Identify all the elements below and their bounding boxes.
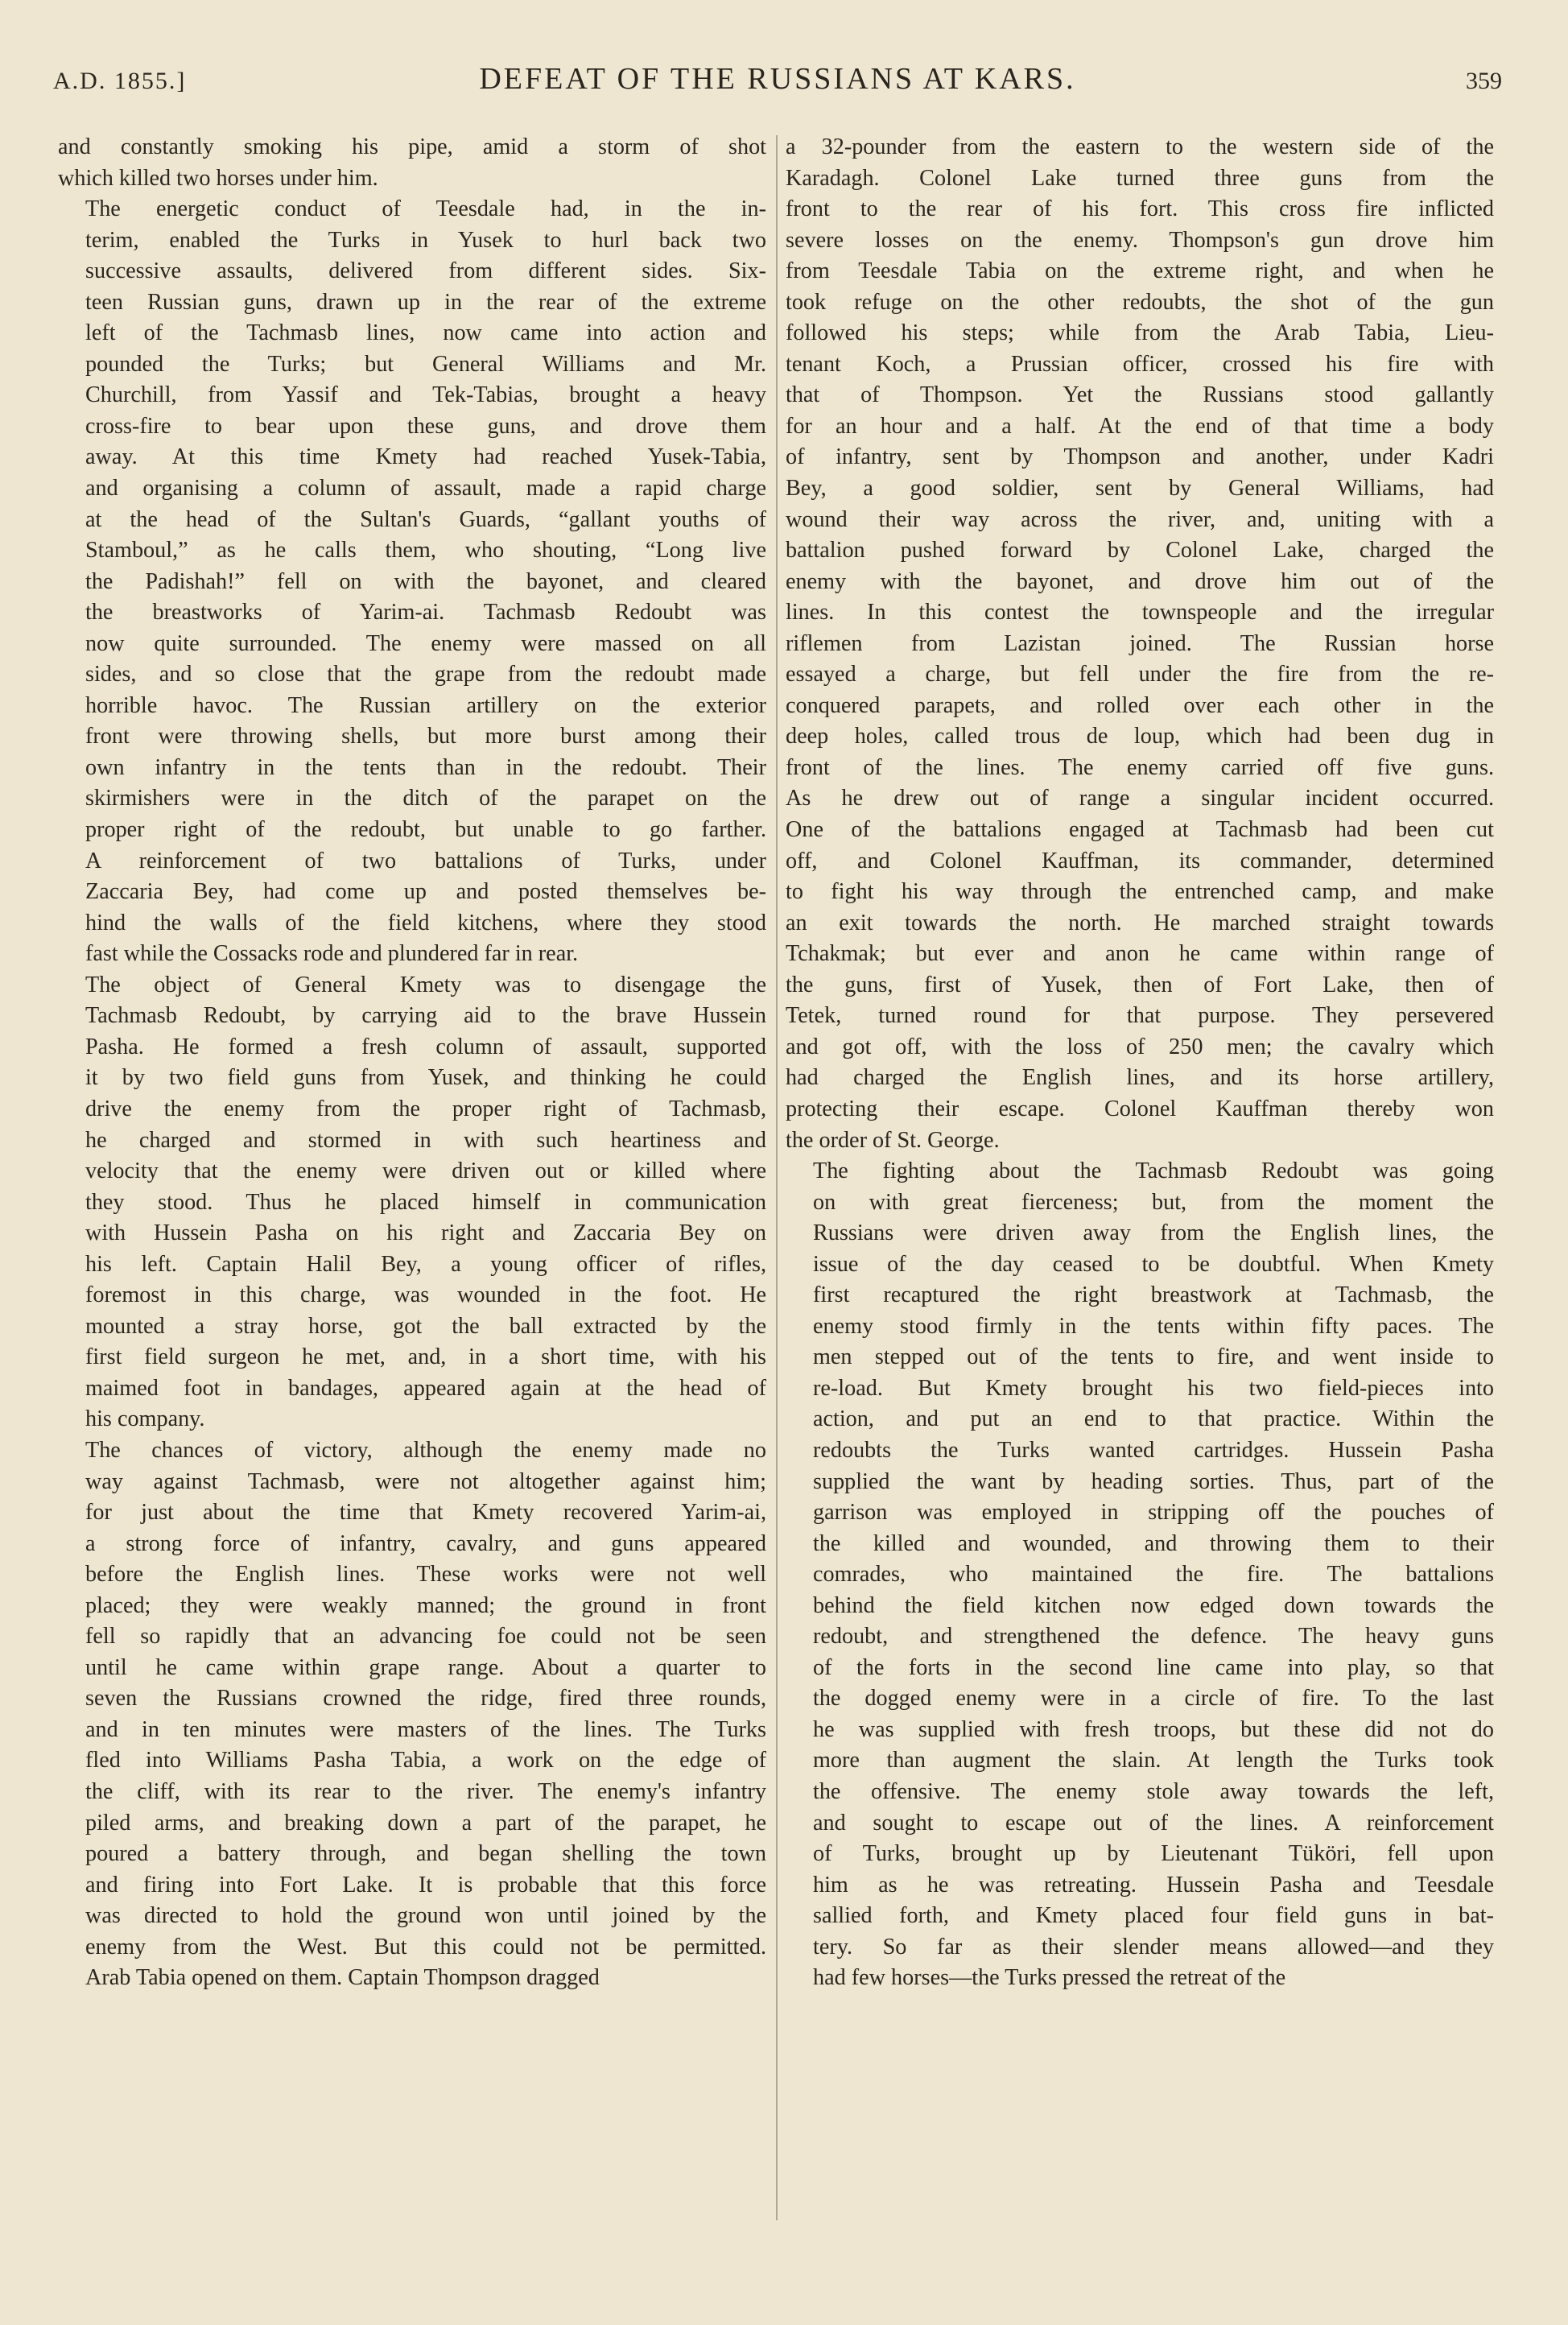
text-line: sides, and so close that the grape from the redoubt made [85, 662, 766, 688]
paragraph [58, 1435, 766, 1994]
text-line: first field surgeon he met, and, in a short time, with his [85, 1344, 766, 1370]
text-line: poured a battery through, and began shelling the town [85, 1841, 766, 1867]
text-line: front of the lines. The enemy carried off five guns. [786, 754, 1494, 780]
text-line: behind the field kitchen now edged down towards the [813, 1592, 1494, 1618]
text-line: now quite surrounded. The enemy were massed on all [85, 630, 766, 656]
text-line: The fighting about the Tachmasb Redoubt was going [813, 1158, 1494, 1184]
text-line: The chances of victory, although the enemy made no [85, 1437, 766, 1463]
text-line: to fight his way through the entrenched camp, and make [786, 879, 1494, 905]
text-line: severe losses on the enemy. Thompson's gun drove him [786, 227, 1494, 253]
text-line: proper right of the redoubt, but unable to go farther. [85, 817, 766, 843]
text-line: left of the Tachmasb lines, now came into action and [85, 320, 766, 346]
text-line: a 32-pounder from the eastern to the western side of the [786, 134, 1494, 159]
text-line: piled arms, and breaking down a part of the parapet, he [85, 1810, 766, 1836]
text-line: pounded the Turks; but General Williams and Mr. [85, 351, 766, 377]
text-line: fell so rapidly that an advancing foe could not be seen [85, 1624, 766, 1650]
page-number: 359 [1466, 68, 1502, 94]
text-line: at the head of the Sultan's Guards, “gallant youths of [85, 506, 766, 532]
text-line: supplied the want by heading sorties. Thus, part of the [813, 1468, 1494, 1494]
text-line: enemy from the West. But this could not be permitted. [85, 1934, 766, 1960]
text-line: he was supplied with fresh troops, but these did not do [813, 1716, 1494, 1742]
text-line: conquered parapets, and rolled over each other in the [786, 692, 1494, 718]
text-line: riflemen from Lazistan joined. The Russian horse [786, 630, 1494, 656]
text-line: of the forts in the second line came into play, so that [813, 1654, 1494, 1680]
text-line: the guns, first of Yusek, then of Fort Lake, then of [786, 972, 1494, 997]
text-line: enemy stood firmly in the tents within fifty paces. The [813, 1313, 1494, 1339]
text-line: Zaccaria Bey, had come up and posted themselves be- [85, 879, 766, 905]
text-line: foremost in this charge, was wounded in the foot. He [85, 1282, 766, 1308]
text-line: seven the Russians crowned the ridge, fired three rounds, [85, 1686, 766, 1712]
text-line: drive the enemy from the proper right of Tachmasb, [85, 1096, 766, 1121]
text-line: men stepped out of the tents to fire, and went inside to [813, 1344, 1494, 1370]
left-column [58, 132, 766, 1994]
text-line: which killed two horses under him. [58, 165, 378, 191]
text-line: it by two field guns from Yusek, and thinking he could [85, 1065, 766, 1091]
text-line: front were throwing shells, but more burst among their [85, 724, 766, 750]
text-line: for just about the time that Kmety recovered Yarim-ai, [85, 1500, 766, 1526]
text-line: and in ten minutes were masters of the lines. The Turks [85, 1716, 766, 1742]
text-line: successive assaults, delivered from different sides. Six- [85, 258, 766, 284]
text-line: Bey, a good soldier, sent by General Williams, had [786, 476, 1494, 502]
paragraph [58, 132, 766, 194]
text-line: the dogged enemy were in a circle of fire. To the last [813, 1686, 1494, 1712]
text-line: hind the walls of the field kitchens, where they stood [85, 910, 766, 935]
text-line: placed; they were weakly manned; the ground in front [85, 1592, 766, 1618]
text-line: took refuge on the other redoubts, the shot of the gun [786, 289, 1494, 315]
text-line: followed his steps; while from the Arab Tabia, Lieu- [786, 320, 1494, 346]
text-line: Russians were driven away from the English lines, the [813, 1220, 1494, 1246]
text-line: his left. Captain Halil Bey, a young officer of rifles, [85, 1251, 766, 1277]
column-divider [776, 135, 778, 2220]
text-line: fast while the Cossacks rode and plundered far in rear. [85, 941, 579, 967]
text-line: teen Russian guns, drawn up in the rear of the extreme [85, 289, 766, 315]
text-line: velocity that the enemy were driven out or killed where [85, 1158, 766, 1184]
text-line: until he came within grape range. About a quarter to [85, 1654, 766, 1680]
text-line: garrison was employed in stripping off the pouches of [813, 1500, 1494, 1526]
text-line: Pasha. He formed a fresh column of assault, supported [85, 1034, 766, 1059]
text-line: comrades, who maintained the fire. The battalions [813, 1562, 1494, 1588]
text-line: protecting their escape. Colonel Kauffman thereby won [786, 1096, 1494, 1121]
text-line: fled into Williams Pasha Tabia, a work on the edge of [85, 1748, 766, 1774]
text-line: terim, enabled the Turks in Yusek to hurl back two [85, 227, 766, 253]
text-line: away. At this time Kmety had reached Yusek-Tabia, [85, 444, 766, 470]
text-line: action, and put an end to that practice. Within the [813, 1406, 1494, 1432]
text-line: had charged the English lines, and its horse artillery, [786, 1065, 1494, 1091]
paragraph [58, 970, 766, 1435]
text-line: wound their way across the river, and, uniting with a [786, 506, 1494, 532]
paragraph [786, 132, 1494, 1156]
text-line: Karadagh. Colonel Lake turned three guns from the [786, 165, 1494, 191]
text-line: him as he was retreating. Hussein Pasha and Teesdale [813, 1872, 1494, 1898]
text-line: the cliff, with its rear to the river. The enemy's infantry [85, 1778, 766, 1804]
text-line: tenant Koch, a Prussian officer, crossed his fire with [786, 351, 1494, 377]
text-line: Tchakmak; but ever and anon he came within range of [786, 941, 1494, 967]
text-line: off, and Colonel Kauffman, its commander, determined [786, 848, 1494, 873]
text-line: for an hour and a half. At the end of that time a body [786, 413, 1494, 439]
header-title: DEFEAT OF THE RUSSIANS AT KARS. [479, 62, 1076, 96]
text-line: Tachmasb Redoubt, by carrying aid to the brave Hussein [85, 1003, 766, 1029]
text-line: the breastworks of Yarim-ai. Tachmasb Redoubt was [85, 600, 766, 626]
text-line: of infantry, sent by Thompson and another, under Kadri [786, 444, 1494, 470]
text-line: A reinforcement of two battalions of Turks, under [85, 848, 766, 873]
text-line: from Teesdale Tabia on the extreme right, and when he [786, 258, 1494, 284]
text-line: enemy with the bayonet, and drove him out of the [786, 568, 1494, 594]
text-line: an exit towards the north. He marched straight towards [786, 910, 1494, 935]
text-line: front to the rear of his fort. This cross fire inflicted [786, 196, 1494, 222]
text-line: of Turks, brought up by Lieutenant Tüköri, fell upon [813, 1841, 1494, 1867]
text-line: and firing into Fort Lake. It is probable that this force [85, 1872, 766, 1898]
text-line: cross-fire to bear upon these guns, and drove them [85, 413, 766, 439]
text-line: horrible havoc. The Russian artillery on the exterior [85, 692, 766, 718]
text-line: sallied forth, and Kmety placed four field guns in bat- [813, 1903, 1494, 1929]
text-line: Churchill, from Yassif and Tek-Tabias, brought a heavy [85, 382, 766, 408]
text-line: As he drew out of range a singular incident occurred. [786, 786, 1494, 811]
right-column [786, 132, 1494, 1994]
text-line: essayed a charge, but fell under the fire from the re- [786, 662, 1494, 688]
text-line: deep holes, called trous de loup, which had been dug in [786, 724, 1494, 750]
text-line: with Hussein Pasha on his right and Zaccaria Bey on [85, 1220, 766, 1246]
text-line: on with great fierceness; but, from the moment the [813, 1189, 1494, 1215]
text-line: his company. [85, 1406, 205, 1432]
text-line: more than augment the slain. At length the Turks took [813, 1748, 1494, 1774]
text-line: first recaptured the right breastwork at Tachmasb, the [813, 1282, 1494, 1308]
text-line: issue of the day ceased to be doubtful. When Kmety [813, 1251, 1494, 1277]
text-line: Tetek, turned round for that purpose. They persevered [786, 1003, 1494, 1029]
header-date: A.D. 1855.] [53, 68, 187, 94]
text-line: and organising a column of assault, made a rapid charge [85, 476, 766, 502]
paragraph [786, 1156, 1494, 1994]
text-line: One of the battalions engaged at Tachmasb had been cut [786, 817, 1494, 843]
running-header [53, 56, 1502, 105]
text-line: the Padishah!” fell on with the bayonet, and cleared [85, 568, 766, 594]
text-line: maimed foot in bandages, appeared again at the head of [85, 1375, 766, 1401]
text-line: redoubt, and strengthened the defence. The heavy guns [813, 1624, 1494, 1650]
text-line: the order of St. George. [786, 1127, 1000, 1153]
text-line: and got off, with the loss of 250 men; the cavalry which [786, 1034, 1494, 1059]
text-line: skirmishers were in the ditch of the parapet on the [85, 786, 766, 811]
text-line: way against Tachmasb, were not altogether against him; [85, 1468, 766, 1494]
text-line: that of Thompson. Yet the Russians stood gallantly [786, 382, 1494, 408]
text-line: battalion pushed forward by Colonel Lake, charged the [786, 538, 1494, 564]
text-line: The object of General Kmety was to disengage the [85, 972, 766, 997]
text-line: he charged and stormed in with such heartiness and [85, 1127, 766, 1153]
paragraph [58, 194, 766, 970]
text-line: own infantry in the tents than in the redoubt. Their [85, 754, 766, 780]
text-line: before the English lines. These works were not well [85, 1562, 766, 1588]
text-line: Stamboul,” as he calls them, who shouting, “Long live [85, 538, 766, 564]
text-line: they stood. Thus he placed himself in communication [85, 1189, 766, 1215]
text-line: re-load. But Kmety brought his two field-pieces into [813, 1375, 1494, 1401]
text-line: lines. In this contest the townspeople and the irregular [786, 600, 1494, 626]
text-line: The energetic conduct of Teesdale had, in the in- [85, 196, 766, 222]
text-line: a strong force of infantry, cavalry, and guns appeared [85, 1530, 766, 1556]
text-line: and sought to escape out of the lines. A reinforcement [813, 1810, 1494, 1836]
text-line: mounted a stray horse, got the ball extracted by the [85, 1313, 766, 1339]
text-line: was directed to hold the ground won until joined by the [85, 1903, 766, 1929]
text-line: tery. So far as their slender means allowed—and they [813, 1934, 1494, 1960]
text-line: the offensive. The enemy stole away towards the left, [813, 1778, 1494, 1804]
text-line: redoubts the Turks wanted cartridges. Hussein Pasha [813, 1437, 1494, 1463]
text-line: the killed and wounded, and throwing them to their [813, 1530, 1494, 1556]
text-line: and constantly smoking his pipe, amid a storm of shot [58, 134, 766, 159]
text-line: Arab Tabia opened on them. Captain Thompson dragged [85, 1965, 600, 1991]
text-line: had few horses—the Turks pressed the retreat of the [813, 1965, 1286, 1991]
